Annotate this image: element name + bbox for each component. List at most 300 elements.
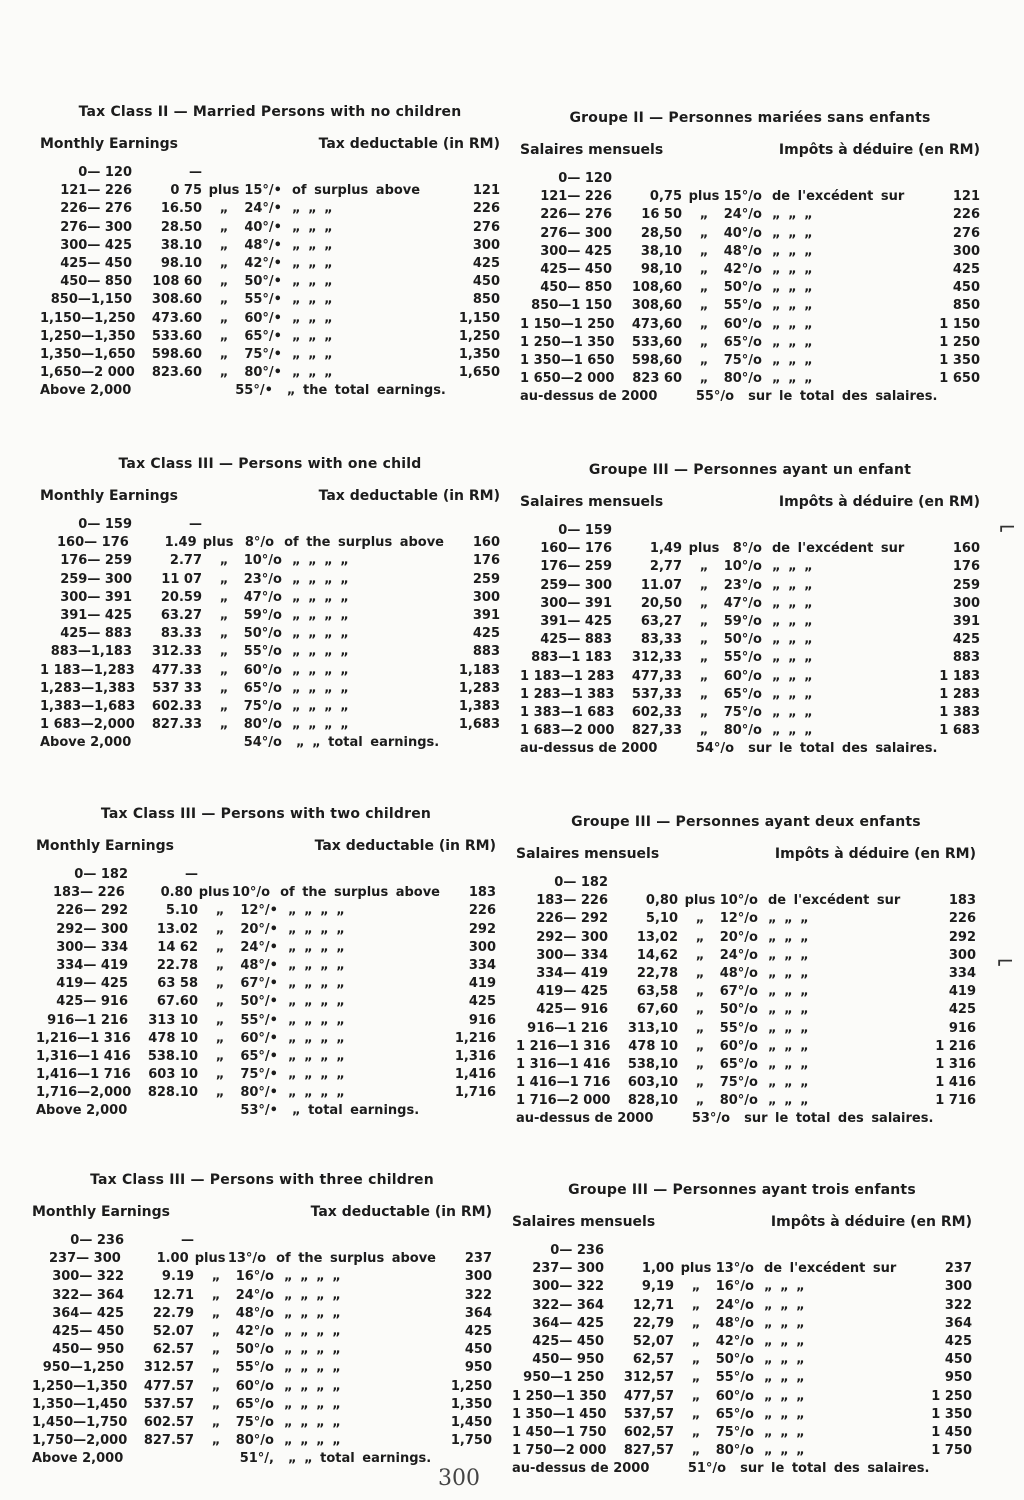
earnings-range: 1,250—1,350 (40, 328, 136, 344)
base-tax: 83.33 (160, 626, 202, 642)
threshold-above: 1,183 (458, 662, 500, 678)
base-tax: 9,19 (641, 1279, 674, 1295)
base-tax: 22,78 (636, 965, 678, 981)
rate-description: sur le total des salaires. (744, 1111, 934, 1127)
threshold-above: 1,383 (458, 698, 500, 714)
rate-description: „ „ „ (764, 1424, 805, 1440)
plus-word: „ (211, 1287, 221, 1303)
earnings-range: 883—1,183 (50, 644, 132, 660)
earnings-range: 121— 226 (540, 189, 612, 205)
plus-word: „ (215, 939, 225, 955)
earnings-range: 1,650—2 000 (40, 365, 135, 381)
earnings-range: 1 683—2 000 (520, 723, 615, 739)
rate-percent: 20°/• (240, 921, 278, 937)
base-tax: — (181, 1233, 194, 1248)
rate-description: „ „ „ (768, 1038, 809, 1054)
rate-percent: 67°/o (719, 984, 758, 1000)
rate-percent: 24°/• (244, 201, 282, 217)
column-header-tax: Tax deductable (in RM) (310, 1204, 492, 1220)
threshold-above: 1 383 (939, 704, 980, 720)
table-row (520, 279, 980, 297)
tax-table-class-iii-two-children-fr (516, 814, 976, 1129)
table-row (32, 1450, 492, 1468)
rate-percent: 60°/o (719, 1038, 758, 1054)
table-row (520, 595, 980, 613)
plus-word: „ (219, 717, 229, 733)
rate-percent: 59°/o (723, 613, 762, 629)
column-header-earnings: Salaires mensuels (516, 846, 660, 862)
rate-description: „ the total earnings. (286, 383, 446, 399)
earnings-range: 1 716—2 000 (516, 1093, 611, 1109)
base-tax: 598.60 (151, 346, 202, 362)
rate-percent: 24°/o (235, 1287, 274, 1303)
rate-percent: 8°/o (732, 541, 762, 557)
plus-word: „ (219, 346, 229, 362)
threshold-above: 1 683 (939, 723, 980, 739)
column-header-earnings: Salaires mensuels (520, 142, 664, 158)
table-row (520, 261, 980, 279)
rate-percent: 55°/• (240, 1012, 278, 1028)
rate-description: „ „ „ „ (292, 644, 349, 660)
rate-percent: 10°/o (243, 553, 282, 569)
threshold-above: 1 650 (939, 371, 980, 387)
rate-description: „ „ „ (772, 352, 813, 368)
earnings-range: 300— 425 (60, 237, 132, 253)
rate-percent: 80°/• (244, 365, 282, 381)
table-row (512, 1388, 972, 1406)
threshold-above: 1,750 (450, 1433, 492, 1449)
rate-description: de l'excédent sur (772, 189, 905, 205)
rate-description: „ „ „ (768, 1020, 809, 1036)
plus-word: „ (699, 704, 709, 720)
base-tax: 13.02 (156, 921, 198, 937)
rate-description: „ „ „ (768, 929, 809, 945)
rate-percent: 65°/o (235, 1396, 274, 1412)
plus-word: „ (699, 352, 709, 368)
base-tax: — (189, 165, 202, 180)
threshold-above: 292 (948, 929, 976, 945)
plus-word: „ (219, 310, 229, 326)
table-row (520, 297, 980, 315)
rate-percent: 48°/• (240, 957, 278, 973)
rate-percent: 75°/o (235, 1414, 274, 1430)
base-tax: 308.60 (151, 292, 202, 308)
rate-percent: 50°/o (723, 632, 762, 648)
plus-word: „ (695, 947, 705, 963)
tax-table-class-iii-three-children-fr (512, 1182, 972, 1478)
table-row (512, 1351, 972, 1369)
rate-percent: 48°/o (235, 1305, 274, 1321)
rate-percent: 42°/o (723, 261, 762, 277)
table-row (520, 668, 980, 686)
threshold-above: 121 (952, 189, 980, 205)
base-tax: 20,50 (640, 595, 682, 611)
threshold-above: 850 (952, 298, 980, 314)
base-tax: 473.60 (151, 310, 202, 326)
rate-description: „ „ „ (768, 1093, 809, 1109)
rate-description: of the surplus above (280, 885, 441, 901)
rate-description: „ „ „ (764, 1315, 805, 1331)
base-tax: 1.49 (164, 535, 197, 551)
base-tax: 12,71 (632, 1297, 674, 1313)
table-row (520, 649, 980, 667)
rate-description: „ „ „ (772, 632, 813, 648)
table-row (520, 540, 980, 558)
base-tax: 62,57 (632, 1352, 674, 1368)
base-tax: 602,57 (623, 1424, 674, 1440)
plus-word: „ (699, 225, 709, 241)
plus-word: „ (219, 292, 229, 308)
plus-word: „ (215, 976, 225, 992)
earnings-range: 176— 259 (540, 559, 612, 575)
earnings-range: 425— 916 (56, 994, 128, 1010)
table-row (36, 866, 496, 884)
base-tax: 598,60 (631, 352, 682, 368)
earnings-range: au-dessus de 2000 (520, 741, 658, 757)
rate-percent: 40°/o (723, 225, 762, 241)
tax-rows (40, 164, 500, 400)
earnings-range: 883—1 183 (531, 650, 612, 666)
rate-percent: 48°/o (719, 965, 758, 981)
table-row (516, 874, 976, 892)
plus-word: „ (695, 1056, 705, 1072)
earnings-range: 1,283—1,383 (40, 680, 136, 696)
threshold-above: 226 (472, 201, 500, 217)
threshold-above: 450 (472, 274, 500, 290)
plus-word: „ (695, 1075, 705, 1091)
table-row (520, 188, 980, 206)
rate-description: „ „ „ (772, 686, 813, 702)
base-tax: 313,10 (627, 1020, 678, 1036)
earnings-range: 322— 364 (52, 1287, 124, 1303)
rate-percent: 60°/o (723, 316, 762, 332)
plus-word: „ (219, 662, 229, 678)
plus-word: „ (699, 613, 709, 629)
rate-percent: 10°/o (719, 893, 758, 909)
plus-word: „ (695, 1093, 705, 1109)
earnings-range: 300— 391 (540, 595, 612, 611)
earnings-range: 334— 419 (536, 965, 608, 981)
table-row (40, 716, 500, 734)
threshold-above: 1,450 (450, 1414, 492, 1430)
table-row (32, 1232, 492, 1250)
threshold-above: 1 716 (935, 1093, 976, 1109)
threshold-above: 183 (468, 885, 496, 901)
plus-word: plus (202, 535, 234, 551)
rate-description: „ „ „ „ (284, 1305, 341, 1321)
plus-word: „ (219, 365, 229, 381)
rate-percent: 8°/o (244, 535, 275, 551)
rate-description: „ „ „ (764, 1370, 805, 1386)
plus-word: „ (699, 686, 709, 702)
threshold-above: 450 (952, 280, 980, 296)
earnings-range: 1,716—2,000 (36, 1085, 132, 1101)
earnings-range: 950—1 250 (523, 1370, 604, 1386)
table-row (40, 552, 500, 570)
threshold-above: 276 (472, 219, 500, 235)
column-headers (36, 838, 496, 854)
column-header-earnings: Monthly Earnings (36, 838, 174, 854)
rate-percent: 23°/o (723, 577, 762, 593)
earnings-range: 425— 450 (532, 1333, 604, 1349)
base-tax: 537,33 (631, 686, 682, 702)
plus-word: „ (219, 553, 229, 569)
earnings-range: 276— 300 (60, 219, 132, 235)
earnings-range: 0— 120 (78, 165, 132, 180)
threshold-above: 1 250 (931, 1388, 972, 1404)
threshold-above: 883 (952, 650, 980, 666)
table-row (40, 310, 500, 328)
base-tax: 823 60 (632, 371, 682, 387)
rate-description: „ „ „ „ (284, 1360, 341, 1376)
rate-percent: 47°/o (243, 589, 282, 605)
base-tax: 108,60 (631, 280, 682, 296)
base-tax: 11 07 (161, 571, 202, 587)
table-row (32, 1432, 492, 1450)
plus-word: „ (699, 723, 709, 739)
base-tax: 827,57 (623, 1443, 674, 1459)
base-tax: 11.07 (640, 577, 682, 593)
plus-word: „ (691, 1297, 701, 1313)
threshold-above: 183 (948, 893, 976, 909)
table-row (40, 237, 500, 255)
earnings-range: 950—1,250 (42, 1360, 124, 1376)
threshold-above: 1 216 (935, 1038, 976, 1054)
rate-description: „ „ „ (768, 911, 809, 927)
earnings-range: au-dessus de 2000 (520, 389, 658, 405)
base-tax: 67.60 (156, 994, 198, 1010)
plus-word: „ (695, 911, 705, 927)
earnings-range: 276— 300 (540, 225, 612, 241)
plus-word: „ (695, 965, 705, 981)
base-tax: 477.57 (143, 1378, 194, 1394)
rate-description: „ „ „ „ (292, 698, 349, 714)
table-row (520, 558, 980, 576)
plus-word: „ (219, 255, 229, 271)
rate-description: de l'excédent sur (764, 1261, 897, 1277)
threshold-above: 1 283 (939, 686, 980, 702)
rate-description: of the surplus above (284, 535, 445, 551)
tax-table-class-ii-en (40, 104, 500, 400)
table-row (40, 625, 500, 643)
table-row (40, 534, 500, 552)
plus-word: „ (215, 1085, 225, 1101)
rate-description: „ „ „ (292, 237, 333, 253)
rate-description: „ „ „ „ (292, 626, 349, 642)
threshold-above: 300 (944, 1279, 972, 1295)
plus-word: plus (208, 183, 240, 199)
rate-percent: 60°/• (244, 310, 282, 326)
base-tax: 63,58 (636, 984, 678, 1000)
section-title: Tax Class II — Married Persons with no children (78, 104, 462, 120)
rate-percent: 80°/o (715, 1443, 754, 1459)
column-header-tax: Tax deductable (in RM) (314, 838, 496, 854)
earnings-range: 450— 950 (532, 1352, 604, 1368)
plus-word: „ (691, 1370, 701, 1386)
threshold-above: 425 (464, 1323, 492, 1339)
plus-word: „ (219, 589, 229, 605)
rate-description: „ „ „ (292, 346, 333, 362)
rate-percent: 75°/o (243, 698, 282, 714)
table-row (40, 571, 500, 589)
earnings-range: 391— 425 (540, 613, 612, 629)
tax-table-class-iii-one-child-fr (520, 462, 980, 758)
rate-description: „ total earnings. (292, 1103, 420, 1119)
rate-percent: 80°/o (719, 1093, 758, 1109)
rate-percent: 53°/o (691, 1111, 731, 1127)
rate-description: „ „ „ „ (284, 1378, 341, 1394)
column-header-tax: Tax deductable (in RM) (318, 136, 500, 152)
threshold-above: 300 (948, 947, 976, 963)
table-row (516, 910, 976, 928)
threshold-above: 364 (464, 1305, 492, 1321)
base-tax: 828,10 (627, 1093, 678, 1109)
section-title: Groupe III — Personnes ayant deux enfants (571, 814, 921, 830)
base-tax: 827.57 (143, 1433, 194, 1449)
table-row (520, 704, 980, 722)
rate-percent: 65°/• (244, 328, 282, 344)
base-tax: 62.57 (152, 1342, 194, 1358)
plus-word: „ (699, 650, 709, 666)
rate-percent: 55°/o (243, 644, 282, 660)
column-header-tax: Impôts à déduire (en RM) (770, 1214, 972, 1230)
earnings-range: 334— 419 (56, 957, 128, 973)
rate-description: sur le total des salaires. (740, 1461, 930, 1477)
base-tax: 537.57 (143, 1396, 194, 1412)
rate-percent: 23°/o (243, 571, 282, 587)
base-tax: 823.60 (151, 365, 202, 381)
threshold-above: 276 (952, 225, 980, 241)
base-tax: 602.33 (151, 698, 202, 714)
table-row (40, 219, 500, 237)
plus-word: plus (680, 1261, 712, 1277)
base-tax: 473,60 (631, 316, 682, 332)
base-tax: 538,10 (627, 1056, 678, 1072)
threshold-above: 237 (464, 1251, 492, 1267)
rate-description: „ „ „ (772, 316, 813, 332)
table-row (512, 1460, 972, 1478)
base-tax: 477.33 (151, 662, 202, 678)
threshold-above: 1,416 (454, 1067, 496, 1083)
rate-percent: 12°/• (240, 903, 278, 919)
earnings-range: 391— 425 (60, 607, 132, 623)
rate-description: „ „ „ (292, 219, 333, 235)
earnings-range: 419— 425 (536, 984, 608, 1000)
base-tax: 5.10 (165, 903, 198, 919)
plus-word: „ (219, 274, 229, 290)
rate-description: „ „ „ (772, 280, 813, 296)
table-row (32, 1250, 492, 1268)
rate-percent: 60°/o (715, 1388, 754, 1404)
plus-word: „ (215, 994, 225, 1010)
plus-word: plus (688, 541, 720, 557)
threshold-above: 1,283 (458, 680, 500, 696)
column-header-earnings: Monthly Earnings (40, 136, 178, 152)
rate-description: „ „ „ (772, 704, 813, 720)
earnings-range: Above 2,000 (32, 1451, 124, 1467)
rate-percent: 20°/o (719, 929, 758, 945)
table-row (40, 164, 500, 182)
tax-table-class-iii-three-children-en (32, 1172, 492, 1468)
rate-description: „ „ „ „ (288, 1012, 345, 1028)
earnings-range: 1,450—1,750 (32, 1414, 128, 1430)
threshold-above: 237 (944, 1261, 972, 1277)
table-row (40, 182, 500, 200)
base-tax: 0,75 (649, 189, 682, 205)
earnings-range: au-dessus de 2000 (516, 1111, 654, 1127)
rate-description: „ „ „ „ (288, 976, 345, 992)
rate-percent: 55°/o (723, 650, 762, 666)
plus-word: „ (215, 921, 225, 937)
rate-description: de l'excédent sur (768, 893, 901, 909)
rate-description: „ „ „ (772, 207, 813, 223)
rate-description: „ „ „ „ (288, 957, 345, 973)
plus-word: „ (691, 1388, 701, 1404)
rate-description: „ „ „ (772, 261, 813, 277)
threshold-above: 1 450 (931, 1424, 972, 1440)
earnings-range: 425— 450 (52, 1323, 124, 1339)
threshold-above: 950 (944, 1370, 972, 1386)
tax-table-class-iii-two-children-en (36, 806, 496, 1121)
column-header-earnings: Salaires mensuels (512, 1214, 656, 1230)
base-tax: 537 33 (152, 680, 202, 696)
rate-percent: 75°/• (240, 1067, 278, 1083)
plus-word: „ (695, 1038, 705, 1054)
table-row (36, 993, 496, 1011)
plus-word: „ (695, 984, 705, 1000)
table-row (520, 243, 980, 261)
table-row (512, 1442, 972, 1460)
plus-word: „ (699, 577, 709, 593)
threshold-above: 259 (952, 577, 980, 593)
base-tax: 533,60 (631, 334, 682, 350)
rate-description: „ „ „ (764, 1297, 805, 1313)
threshold-above: 1 750 (931, 1443, 972, 1459)
threshold-above: 300 (952, 595, 980, 611)
rate-description: „ „ „ (764, 1443, 805, 1459)
plus-word: „ (695, 1020, 705, 1036)
threshold-above: 300 (952, 243, 980, 259)
table-row (40, 346, 500, 364)
base-tax: 38.10 (160, 237, 202, 253)
base-tax: 313 10 (148, 1012, 198, 1028)
earnings-range: 1 416—1 716 (516, 1075, 611, 1091)
threshold-above: 1 350 (939, 352, 980, 368)
rate-description: „ „ „ „ (288, 1067, 345, 1083)
rate-description: „ „ „ (292, 310, 333, 326)
rate-percent: 50°/o (235, 1342, 274, 1358)
table-row (512, 1369, 972, 1387)
earnings-range: 0— 182 (74, 867, 128, 882)
base-tax: 13,02 (636, 929, 678, 945)
plus-word: „ (211, 1414, 221, 1430)
rate-percent: 48°/• (244, 237, 282, 253)
base-tax: 1.00 (156, 1251, 189, 1267)
base-tax: 12.71 (152, 1287, 194, 1303)
rate-description: „ „ „ „ (284, 1342, 341, 1358)
plus-word: „ (691, 1352, 701, 1368)
plus-word: „ (215, 1030, 225, 1046)
rate-description: „ „ „ (768, 984, 809, 1000)
rate-description: „ „ „ „ (284, 1323, 341, 1339)
earnings-range: 1 250—1 350 (512, 1388, 607, 1404)
earnings-range: 322— 364 (532, 1297, 604, 1313)
plus-word: „ (691, 1406, 701, 1422)
rate-description: sur le total des salaires. (748, 389, 938, 405)
table-row (520, 206, 980, 224)
table-row (40, 734, 500, 752)
table-row (520, 388, 980, 406)
